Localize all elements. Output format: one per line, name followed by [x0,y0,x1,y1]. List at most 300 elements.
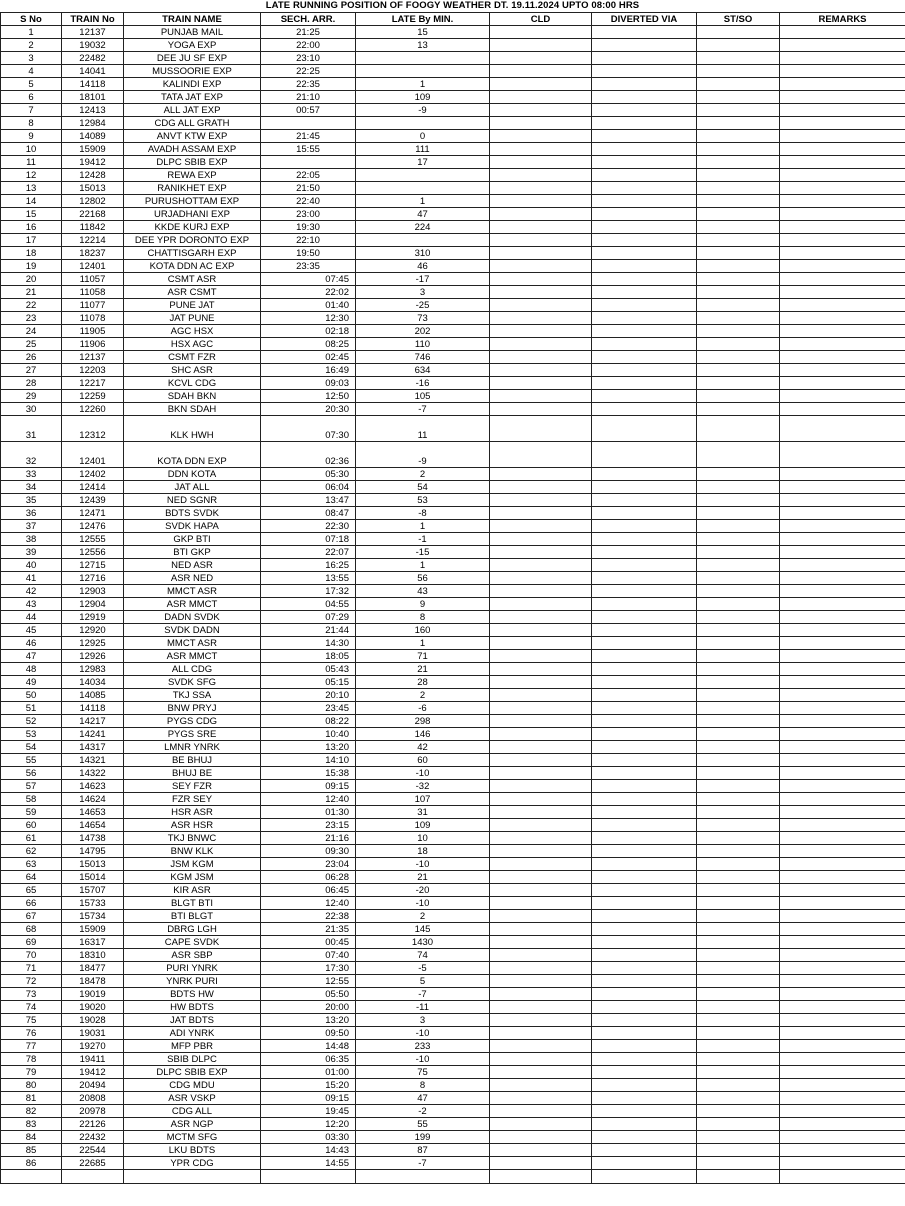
cell-st-so [697,650,780,663]
cell-cld [490,845,592,858]
cell-sched-arr: 19:50 [261,247,356,260]
cell-remarks [780,286,905,299]
table-row [1,312,905,325]
cell-sno: 42 [1,585,62,598]
cell-sched-arr: 17:30 [261,962,356,975]
cell-st-so [697,975,780,988]
empty-cell [592,1170,697,1184]
table-row [1,819,905,832]
cell-sched-arr: 12:40 [261,793,356,806]
cell-train-name: BTI BLGT [124,910,261,923]
cell-remarks [780,247,905,260]
cell-train-no: 12471 [62,507,124,520]
cell-diverted-via [592,923,697,936]
cell-diverted-via [592,286,697,299]
cell-late-min: 107 [356,793,490,806]
cell-cld [490,923,592,936]
cell-train-name: YNRK PURI [124,975,261,988]
cell-st-so [697,728,780,741]
cell-late-min: 109 [356,91,490,104]
cell-cld [490,338,592,351]
cell-late-min: 146 [356,728,490,741]
cell-diverted-via [592,299,697,312]
cell-diverted-via [592,1157,697,1170]
empty-cell [780,1170,905,1184]
cell-sched-arr: 23:04 [261,858,356,871]
cell-late-min: -5 [356,962,490,975]
sheet-title: LATE RUNNING POSITION OF FOOGY WEATHER DT. 19.11.2024 UPTO 08:00 HRS [265,0,640,11]
cell-late-min: 310 [356,247,490,260]
cell-cld [490,910,592,923]
cell-st-so [697,1131,780,1144]
table-row [1,195,905,208]
cell-diverted-via [592,598,697,611]
cell-sno: 41 [1,572,62,585]
cell-sno: 37 [1,520,62,533]
cell-late-min: 2 [356,910,490,923]
cell-late-min: 202 [356,325,490,338]
cell-sno: 58 [1,793,62,806]
cell-late-min: 1430 [356,936,490,949]
cell-cld [490,611,592,624]
cell-train-name: SVDK DADN [124,624,261,637]
cell-remarks [780,91,905,104]
cell-diverted-via [592,702,697,715]
cell-cld [490,1040,592,1053]
cell-train-no: 12903 [62,585,124,598]
cell-sched-arr: 07:45 [261,273,356,286]
table-row [1,494,905,507]
cell-sched-arr: 05:50 [261,988,356,1001]
cell-cld [490,403,592,416]
cell-diverted-via [592,884,697,897]
header-diverted-via: DIVERTED VIA [592,13,697,26]
cell-remarks [780,585,905,598]
cell-diverted-via [592,403,697,416]
cell-cld [490,468,592,481]
cell-late-min: -2 [356,1105,490,1118]
cell-sno: 39 [1,546,62,559]
cell-sno: 25 [1,338,62,351]
table-row [1,858,905,871]
cell-sno: 77 [1,1040,62,1053]
cell-sno: 34 [1,481,62,494]
cell-st-so [697,936,780,949]
cell-diverted-via [592,26,697,39]
cell-train-no: 14217 [62,715,124,728]
cell-st-so [697,507,780,520]
table-row [1,936,905,949]
cell-diverted-via [592,312,697,325]
cell-cld [490,962,592,975]
cell-train-name: AVADH ASSAM EXP [124,143,261,156]
empty-cell [1,1170,62,1184]
cell-sno: 17 [1,234,62,247]
cell-sno: 74 [1,1001,62,1014]
cell-remarks [780,1066,905,1079]
cell-remarks [780,156,905,169]
cell-cld [490,884,592,897]
cell-st-so [697,663,780,676]
cell-sched-arr: 13:20 [261,1014,356,1027]
cell-late-min: 55 [356,1118,490,1131]
cell-sno: 50 [1,689,62,702]
cell-sno: 56 [1,767,62,780]
cell-remarks [780,806,905,819]
cell-remarks [780,1157,905,1170]
cell-sno: 13 [1,182,62,195]
cell-diverted-via [592,754,697,767]
table-row [1,871,905,884]
cell-st-so [697,676,780,689]
train-table [0,12,905,1184]
cell-train-name: AGC HSX [124,325,261,338]
cell-late-min: 28 [356,676,490,689]
cell-cld [490,494,592,507]
cell-remarks [780,962,905,975]
cell-cld [490,273,592,286]
cell-sno: 60 [1,819,62,832]
table-row [1,845,905,858]
cell-sched-arr: 02:36 [261,442,356,468]
cell-diverted-via [592,338,697,351]
cell-sno: 70 [1,949,62,962]
cell-train-no: 12439 [62,494,124,507]
cell-cld [490,676,592,689]
cell-st-so [697,39,780,52]
cell-train-no: 20494 [62,1079,124,1092]
cell-train-name: KOTA DDN AC EXP [124,260,261,273]
cell-sno: 19 [1,260,62,273]
cell-sno: 20 [1,273,62,286]
cell-cld [490,533,592,546]
cell-train-no: 19412 [62,156,124,169]
cell-remarks [780,143,905,156]
cell-sched-arr: 01:40 [261,299,356,312]
cell-remarks [780,975,905,988]
cell-diverted-via [592,1066,697,1079]
table-row [1,546,905,559]
cell-train-name: DLPC SBIB EXP [124,156,261,169]
cell-sched-arr: 16:49 [261,364,356,377]
cell-diverted-via [592,975,697,988]
cell-st-so [697,234,780,247]
cell-train-name: YPR CDG [124,1157,261,1170]
cell-st-so [697,325,780,338]
cell-sno: 4 [1,65,62,78]
cell-sno: 59 [1,806,62,819]
cell-sched-arr: 05:15 [261,676,356,689]
cell-sched-arr: 02:45 [261,351,356,364]
cell-sno: 64 [1,871,62,884]
cell-train-name: HSR ASR [124,806,261,819]
cell-st-so [697,351,780,364]
cell-late-min: 199 [356,1131,490,1144]
cell-train-name: SHC ASR [124,364,261,377]
cell-st-so [697,494,780,507]
cell-sno: 85 [1,1144,62,1157]
cell-sno: 67 [1,910,62,923]
table-row [1,572,905,585]
cell-sched-arr: 06:45 [261,884,356,897]
table-row [1,1131,905,1144]
cell-sched-arr: 01:00 [261,1066,356,1079]
cell-sno: 12 [1,169,62,182]
cell-cld [490,689,592,702]
cell-late-min: -11 [356,1001,490,1014]
cell-train-no: 11906 [62,338,124,351]
table-row [1,286,905,299]
cell-train-no: 12312 [62,416,124,442]
cell-train-no: 14322 [62,767,124,780]
cell-train-name: PURUSHOTTAM EXP [124,195,261,208]
cell-cld [490,117,592,130]
table-row [1,741,905,754]
cell-cld [490,234,592,247]
cell-train-name: DADN SVDK [124,611,261,624]
cell-diverted-via [592,468,697,481]
cell-remarks [780,676,905,689]
cell-remarks [780,1105,905,1118]
cell-sno: 65 [1,884,62,897]
cell-cld [490,741,592,754]
cell-sched-arr: 21:16 [261,832,356,845]
cell-sched-arr: 07:18 [261,533,356,546]
cell-remarks [780,572,905,585]
cell-train-no: 15707 [62,884,124,897]
empty-cell [62,1170,124,1184]
cell-sno: 2 [1,39,62,52]
cell-sched-arr: 07:30 [261,416,356,442]
cell-st-so [697,442,780,468]
cell-cld [490,1118,592,1131]
cell-st-so [697,1040,780,1053]
cell-train-no: 12401 [62,442,124,468]
cell-sno: 15 [1,208,62,221]
cell-late-min: -7 [356,1157,490,1170]
cell-st-so [697,832,780,845]
cell-sched-arr: 08:47 [261,507,356,520]
cell-late-min [356,65,490,78]
cell-train-no: 11057 [62,273,124,286]
cell-diverted-via [592,741,697,754]
cell-train-no: 12925 [62,637,124,650]
cell-diverted-via [592,195,697,208]
cell-diverted-via [592,130,697,143]
cell-train-name: LMNR YNRK [124,741,261,754]
cell-train-name: ASR NED [124,572,261,585]
cell-sno: 76 [1,1027,62,1040]
cell-st-so [697,1027,780,1040]
cell-train-name: JAT PUNE [124,312,261,325]
cell-train-no: 12217 [62,377,124,390]
cell-cld [490,442,592,468]
cell-train-no: 15734 [62,910,124,923]
table-row [1,247,905,260]
cell-diverted-via [592,988,697,1001]
cell-train-name: ASR MMCT [124,650,261,663]
cell-cld [490,507,592,520]
cell-train-name: BDTS SVDK [124,507,261,520]
cell-train-name: LKU BDTS [124,1144,261,1157]
cell-train-name: KOTA DDN EXP [124,442,261,468]
cell-train-name: BKN SDAH [124,403,261,416]
cell-cld [490,104,592,117]
cell-sched-arr: 01:30 [261,806,356,819]
cell-diverted-via [592,871,697,884]
cell-st-so [697,52,780,65]
cell-sched-arr: 05:30 [261,468,356,481]
table-row [1,884,905,897]
cell-remarks [780,260,905,273]
table-row [1,715,905,728]
cell-late-min: 8 [356,1079,490,1092]
cell-sno: 55 [1,754,62,767]
cell-train-no: 15013 [62,858,124,871]
cell-late-min: 224 [356,221,490,234]
cell-cld [490,975,592,988]
cell-train-name: TATA JAT EXP [124,91,261,104]
cell-cld [490,598,592,611]
cell-diverted-via [592,364,697,377]
cell-remarks [780,65,905,78]
cell-diverted-via [592,1001,697,1014]
cell-sched-arr: 21:10 [261,91,356,104]
cell-sched-arr: 09:15 [261,1092,356,1105]
cell-late-min [356,169,490,182]
cell-st-so [697,572,780,585]
cell-cld [490,169,592,182]
cell-train-no: 12556 [62,546,124,559]
cell-remarks [780,117,905,130]
cell-train-no: 12802 [62,195,124,208]
cell-diverted-via [592,1027,697,1040]
cell-late-min: -7 [356,988,490,1001]
cell-sno: 57 [1,780,62,793]
cell-sno: 81 [1,1092,62,1105]
cell-sno: 47 [1,650,62,663]
cell-sched-arr: 15:38 [261,767,356,780]
table-row [1,923,905,936]
cell-remarks [780,858,905,871]
cell-st-so [697,559,780,572]
cell-remarks [780,1040,905,1053]
cell-late-min: 105 [356,390,490,403]
cell-sched-arr: 14:48 [261,1040,356,1053]
cell-late-min [356,117,490,130]
cell-late-min: 109 [356,819,490,832]
cell-sno: 51 [1,702,62,715]
cell-cld [490,1014,592,1027]
cell-st-so [697,715,780,728]
cell-diverted-via [592,793,697,806]
table-row [1,390,905,403]
cell-train-name: MMCT ASR [124,585,261,598]
cell-late-min: 1 [356,520,490,533]
cell-st-so [697,910,780,923]
cell-late-min: -25 [356,299,490,312]
cell-late-min: -10 [356,767,490,780]
cell-train-name: CDG ALL GRATH [124,117,261,130]
cell-cld [490,416,592,442]
cell-st-so [697,1118,780,1131]
cell-st-so [697,962,780,975]
table-row [1,689,905,702]
cell-diverted-via [592,1118,697,1131]
cell-late-min: 1 [356,78,490,91]
cell-sched-arr: 21:25 [261,26,356,39]
cell-diverted-via [592,637,697,650]
cell-train-no: 12715 [62,559,124,572]
cell-st-so [697,468,780,481]
cell-train-name: KGM JSM [124,871,261,884]
header-late-min: LATE By MIN. [356,13,490,26]
cell-train-no: 19031 [62,1027,124,1040]
cell-cld [490,520,592,533]
cell-train-no: 19019 [62,988,124,1001]
cell-sno: 44 [1,611,62,624]
cell-remarks [780,598,905,611]
cell-train-no: 12716 [62,572,124,585]
cell-sched-arr: 09:15 [261,780,356,793]
cell-sched-arr: 02:18 [261,325,356,338]
cell-remarks [780,377,905,390]
cell-cld [490,390,592,403]
cell-train-name: DLPC SBIB EXP [124,1066,261,1079]
cell-st-so [697,949,780,962]
cell-remarks [780,611,905,624]
cell-cld [490,221,592,234]
table-row [1,39,905,52]
cell-train-no: 12983 [62,663,124,676]
cell-sno: 35 [1,494,62,507]
cell-train-name: CSMT FZR [124,351,261,364]
cell-remarks [780,234,905,247]
cell-train-name: PYGS SRE [124,728,261,741]
cell-st-so [697,143,780,156]
cell-diverted-via [592,507,697,520]
cell-late-min: 233 [356,1040,490,1053]
cell-late-min: 5 [356,975,490,988]
cell-train-name: DEE JU SF EXP [124,52,261,65]
cell-train-no: 12401 [62,260,124,273]
cell-remarks [780,832,905,845]
cell-train-no: 12428 [62,169,124,182]
cell-train-no: 14085 [62,689,124,702]
cell-sno: 75 [1,1014,62,1027]
cell-cld [490,819,592,832]
table-row [1,1040,905,1053]
cell-train-no: 14624 [62,793,124,806]
cell-cld [490,624,592,637]
cell-late-min: 73 [356,312,490,325]
cell-cld [490,728,592,741]
table-row [1,988,905,1001]
cell-diverted-via [592,780,697,793]
cell-train-no: 14317 [62,741,124,754]
cell-sched-arr: 13:55 [261,572,356,585]
cell-sched-arr: 07:29 [261,611,356,624]
cell-cld [490,39,592,52]
cell-diverted-via [592,845,697,858]
cell-sched-arr: 21:50 [261,182,356,195]
cell-remarks [780,78,905,91]
table-row [1,663,905,676]
cell-train-name: RANIKHET EXP [124,182,261,195]
cell-train-no: 18310 [62,949,124,962]
table-row [1,1092,905,1105]
table-row [1,1105,905,1118]
